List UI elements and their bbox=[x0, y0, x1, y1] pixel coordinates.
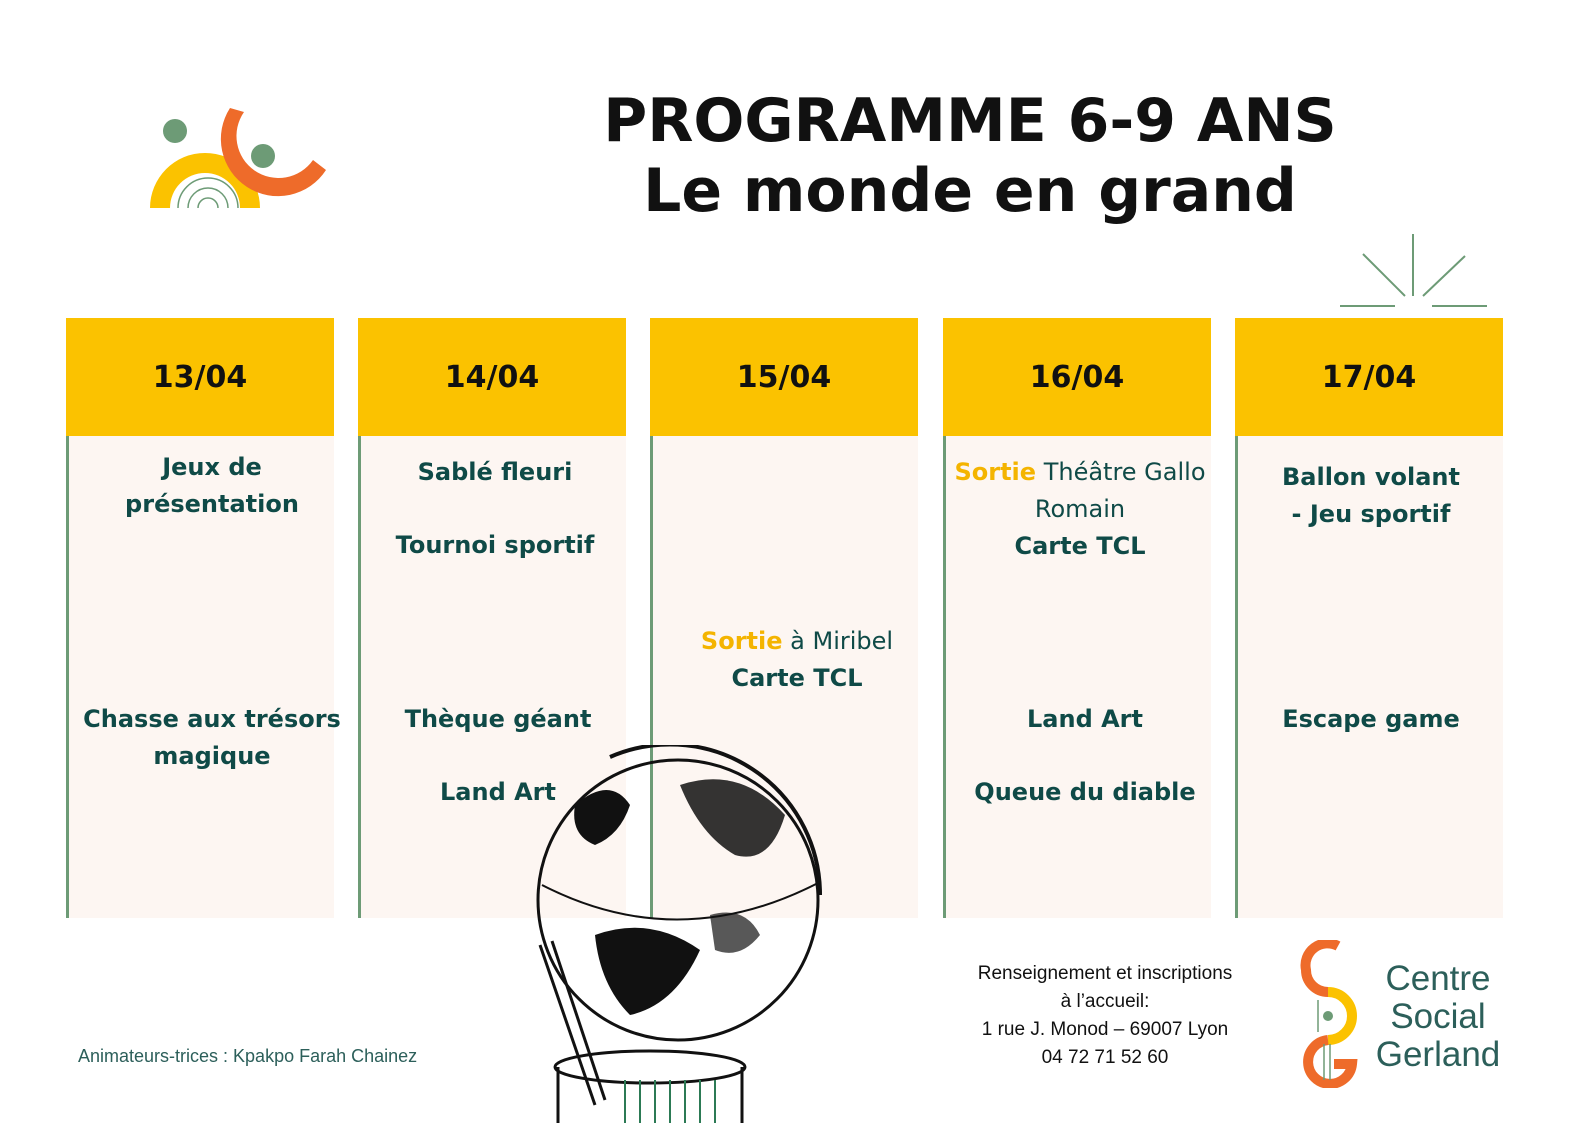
activity-16-afternoon-2: Queue du diable bbox=[974, 778, 1196, 806]
activity-16-morning: Sortie Théâtre Gallo Romain Carte TCL bbox=[954, 458, 1206, 560]
day-header-4: 16/04 bbox=[943, 318, 1211, 436]
activity-16-afternoon-1: Land Art bbox=[1027, 705, 1143, 733]
activity-17-morning: Ballon volant - Jeu sportif bbox=[1282, 463, 1460, 528]
day-header-5: 17/04 bbox=[1235, 318, 1503, 436]
page-subtitle: Le monde en grand bbox=[643, 156, 1297, 226]
activity-15-full-day: Sortie à Miribel Carte TCL bbox=[700, 627, 894, 692]
activity-14-morning-2: Tournoi sportif bbox=[395, 531, 595, 559]
centre-social-logo-icon bbox=[1298, 940, 1362, 1088]
sunburst-decoration-icon bbox=[1335, 230, 1495, 315]
activity-14-morning-1: Sablé fleuri bbox=[417, 458, 573, 486]
activity-14-afternoon-2: Land Art bbox=[440, 778, 556, 806]
association-logo-icon bbox=[148, 100, 333, 212]
activity-13-morning: Jeux de présentation bbox=[125, 453, 299, 518]
activity-14-afternoon-1: Thèque géant bbox=[404, 705, 592, 733]
centre-social-brand: Centre Social Gerland bbox=[1375, 959, 1501, 1074]
page-title: PROGRAMME 6-9 ANS bbox=[603, 86, 1337, 156]
activity-13-afternoon: Chasse aux trésors magique bbox=[83, 705, 341, 770]
day-header-2: 14/04 bbox=[358, 318, 626, 436]
activity-17-afternoon: Escape game bbox=[1282, 705, 1460, 733]
day-header-1: 13/04 bbox=[66, 318, 334, 436]
contact-info: Renseignement et inscriptions à l’accueil: 1 rue J. Monod – 69007 Lyon 04 72 71 52 60 bbox=[977, 963, 1233, 1068]
animators-credit: Animateurs-trices : Kpakpo Farah Chainez bbox=[78, 1046, 418, 1066]
day-header-3: 15/04 bbox=[650, 318, 918, 436]
